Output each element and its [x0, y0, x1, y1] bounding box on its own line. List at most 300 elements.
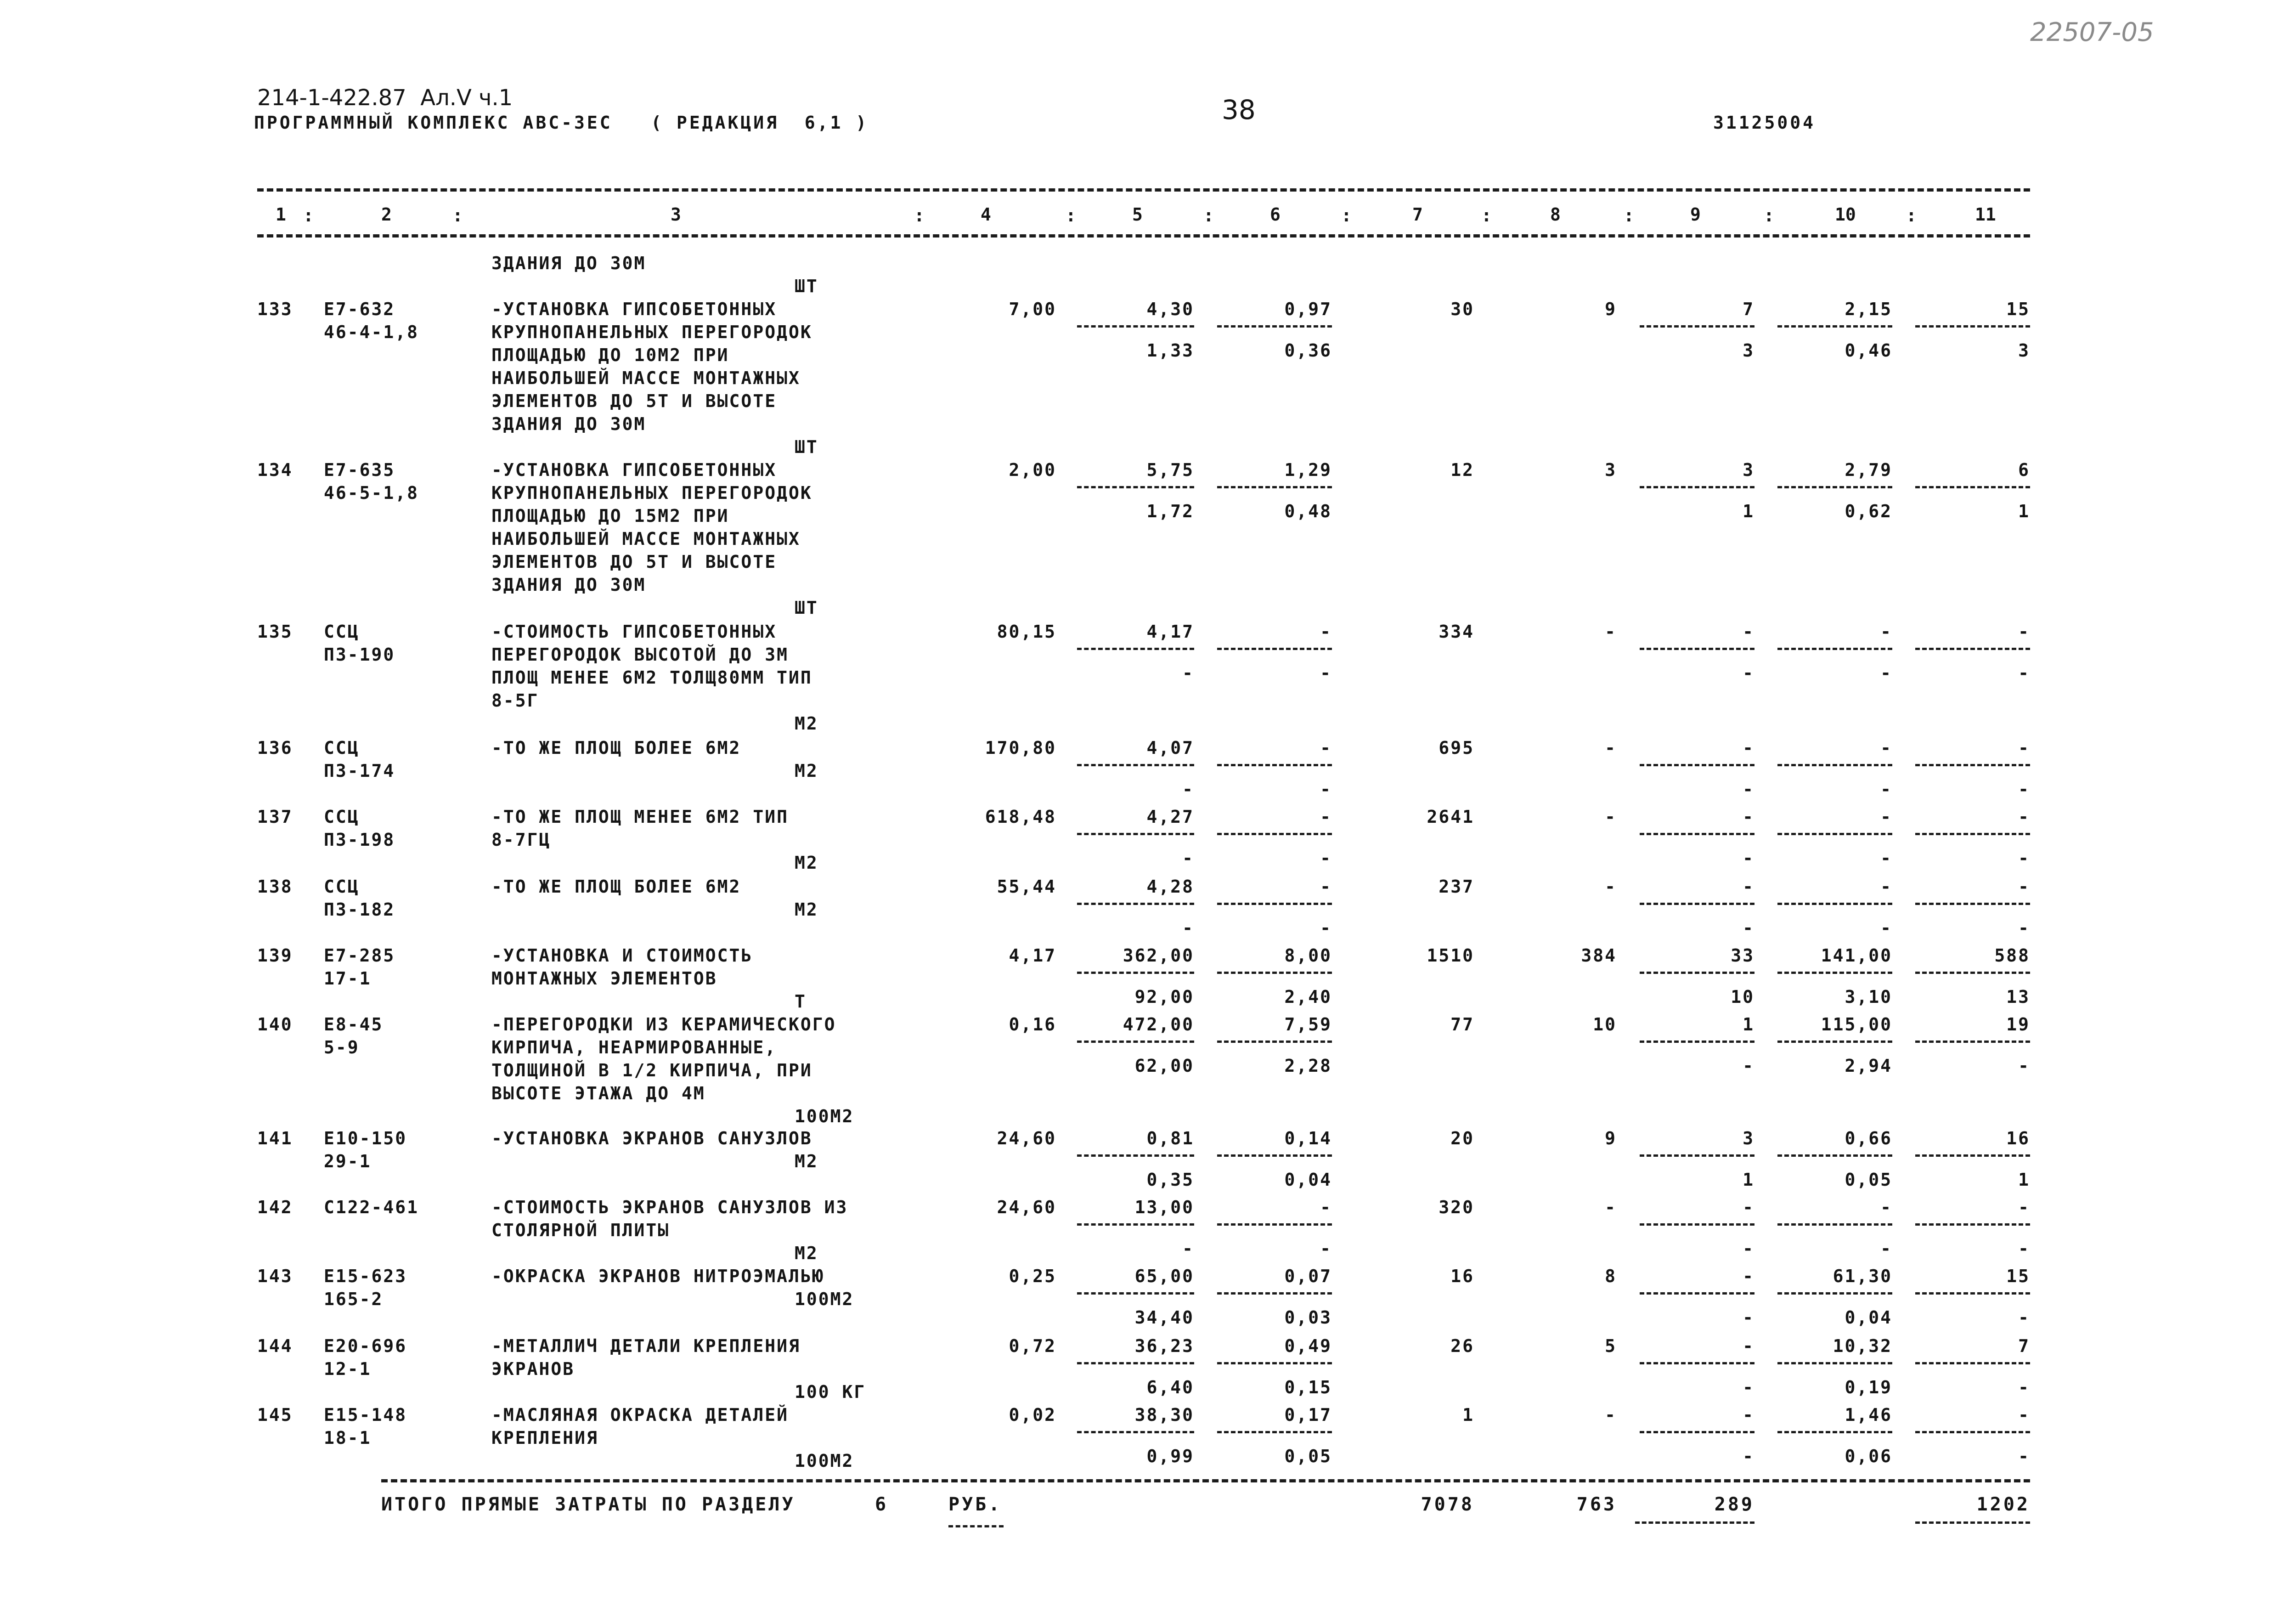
cell-c4: 80,15 — [997, 622, 1056, 642]
cell-c11: 588 — [1994, 945, 2030, 966]
cell-sub-6: - — [1320, 663, 1332, 683]
cell-underline — [1777, 1154, 1892, 1157]
cell-c9: - — [1743, 807, 1754, 827]
row-number: 135 — [257, 622, 293, 642]
cell-c8: 5 — [1605, 1336, 1617, 1356]
cell-sub-10: - — [1880, 1238, 1892, 1259]
cell-c10: 2,79 — [1845, 460, 1892, 480]
total-currency: РУБ. — [948, 1494, 1002, 1515]
column-header-11: 11 — [1975, 204, 1996, 225]
column-separator: : — [1764, 205, 1774, 226]
cell-underline — [1077, 325, 1194, 328]
column-separator: : — [1203, 205, 1214, 226]
cell-c4: 7,00 — [1009, 299, 1056, 319]
cell-c10: 115,00 — [1821, 1014, 1892, 1035]
row-description-line: 8-5Г — [491, 690, 539, 711]
cell-sub-5: 6,40 — [1146, 1377, 1194, 1397]
row-description-line: НАИБОЛЬШЕЙ МАССЕ МОНТАЖНЫХ — [491, 529, 801, 549]
row-unit: 100М2 — [795, 1106, 854, 1126]
row-code-detail: 46-5-1,8 — [324, 483, 419, 503]
row-code: Е20-696 — [324, 1336, 407, 1356]
row-description-line: -ПЕРЕГОРОДКИ ИЗ КЕРАМИЧЕСКОГО — [491, 1014, 836, 1035]
cell-c7: 77 — [1450, 1014, 1474, 1035]
cell-underline — [1217, 1041, 1332, 1043]
column-header-8: 8 — [1550, 204, 1561, 225]
cell-sub-11: - — [2018, 779, 2030, 799]
row-unit: 100М2 — [795, 1289, 854, 1309]
cell-underline — [1217, 972, 1332, 974]
row-description-line: -МЕТАЛЛИЧ ДЕТАЛИ КРЕПЛЕНИЯ — [491, 1336, 801, 1356]
page-number: 38 — [1222, 94, 1256, 125]
cell-underline — [1217, 1431, 1332, 1433]
cell-c9: 7 — [1743, 299, 1754, 319]
cell-c8: - — [1605, 738, 1617, 758]
cell-c5: 362,00 — [1123, 945, 1194, 966]
row-code: Е15-148 — [324, 1405, 407, 1425]
cell-c4: 618,48 — [985, 807, 1056, 827]
row-description-line: ПЛОЩАДЬЮ ДО 10М2 ПРИ — [491, 345, 729, 365]
cell-c6: - — [1320, 738, 1332, 758]
row-code-detail: 17-1 — [324, 968, 372, 989]
cell-underline — [1217, 486, 1332, 488]
cell-sub-9: 3 — [1743, 340, 1754, 361]
cell-c9: 1 — [1743, 1014, 1754, 1035]
cell-underline — [1640, 903, 1754, 905]
cell-c11: - — [2018, 1197, 2030, 1217]
column-header-6: 6 — [1270, 204, 1281, 225]
cell-sub-5: 1,33 — [1146, 340, 1194, 361]
total-col8: 763 — [1576, 1494, 1617, 1515]
cell-sub-11: - — [2018, 1377, 2030, 1397]
cell-c4: 24,60 — [997, 1197, 1056, 1217]
row-code: Е15-623 — [324, 1266, 407, 1286]
cell-sub-11: - — [2018, 1446, 2030, 1466]
row-description-line: -УСТАНОВКА ГИПСОБЕТОННЫХ — [491, 299, 777, 319]
row-unit: М2 — [795, 1151, 818, 1171]
row-code: Е7-635 — [324, 460, 395, 480]
row-description-line: МОНТАЖНЫХ ЭЛЕМЕНТОВ — [491, 968, 717, 989]
cell-c6: 0,49 — [1284, 1336, 1332, 1356]
row-description-line: КРЕПЛЕНИЯ — [491, 1428, 598, 1448]
cell-underline — [1915, 1154, 2030, 1157]
cell-underline — [1217, 325, 1332, 328]
cell-sub-11: - — [2018, 918, 2030, 938]
row-description-line: -ТО ЖЕ ПЛОЩ МЕНЕЕ 6М2 ТИП — [491, 807, 789, 827]
row-number: 145 — [257, 1405, 293, 1425]
row-number: 143 — [257, 1266, 293, 1286]
row-unit: 100 КГ — [795, 1382, 866, 1402]
total-col11-underline — [1915, 1521, 2030, 1524]
cell-sub-9: - — [1743, 1307, 1754, 1328]
cell-sub-10: - — [1880, 918, 1892, 938]
cell-c10: 141,00 — [1821, 945, 1892, 966]
cell-c8: 9 — [1605, 1128, 1617, 1148]
row-code-detail: 12-1 — [324, 1359, 372, 1379]
cell-sub-6: 0,04 — [1284, 1170, 1332, 1190]
row-description-line: КРУПНОПАНЕЛЬНЫХ ПЕРЕГОРОДОК — [491, 483, 812, 503]
row-description-line: НАИБОЛЬШЕЙ МАССЕ МОНТАЖНЫХ — [491, 368, 801, 388]
cell-c10: 0,66 — [1845, 1128, 1892, 1148]
cell-c4: 0,72 — [1009, 1336, 1056, 1356]
cell-sub-11: - — [2018, 1238, 2030, 1259]
cell-sub-5: - — [1182, 779, 1194, 799]
cell-c9: - — [1743, 1405, 1754, 1425]
row-description-line: -СТОИМОСТЬ ЭКРАНОВ САНУЗЛОВ ИЗ — [491, 1197, 848, 1217]
cell-underline — [1915, 1041, 2030, 1043]
cell-c6: 7,59 — [1284, 1014, 1332, 1035]
row-code: Е7-285 — [324, 945, 395, 966]
continuation-unit: ШТ — [795, 276, 818, 296]
row-number: 141 — [257, 1128, 293, 1148]
row-code: ССЦ — [324, 877, 360, 897]
cell-sub-6: - — [1320, 848, 1332, 868]
cell-sub-6: 0,36 — [1284, 340, 1332, 361]
row-description-line: КРУПНОПАНЕЛЬНЫХ ПЕРЕГОРОДОК — [491, 322, 812, 342]
cell-c8: 9 — [1605, 299, 1617, 319]
cell-sub-10: 0,62 — [1845, 501, 1892, 521]
cell-underline — [1077, 1041, 1194, 1043]
cell-sub-10: 3,10 — [1845, 987, 1892, 1007]
cell-sub-6: 2,28 — [1284, 1056, 1332, 1076]
cell-sub-9: 10 — [1731, 987, 1754, 1007]
cell-c6: - — [1320, 1197, 1332, 1217]
cell-c8: - — [1605, 1405, 1617, 1425]
cell-c4: 55,44 — [997, 877, 1056, 897]
cell-c7: 16 — [1450, 1266, 1474, 1286]
cell-sub-6: - — [1320, 1238, 1332, 1259]
cell-c6: - — [1320, 807, 1332, 827]
column-separator: : — [1624, 205, 1634, 226]
row-code-detail: 18-1 — [324, 1428, 372, 1448]
row-unit: М2 — [795, 761, 818, 781]
cell-underline — [1777, 486, 1892, 488]
cell-underline — [1777, 833, 1892, 835]
cell-c6: 8,00 — [1284, 945, 1332, 966]
cell-sub-11: 1 — [2018, 501, 2030, 521]
cell-sub-5: 1,72 — [1146, 501, 1194, 521]
row-unit: М2 — [795, 713, 818, 734]
cell-underline — [1777, 903, 1892, 905]
row-code-detail: П3-190 — [324, 645, 395, 665]
column-separator: : — [1481, 205, 1492, 226]
column-separator: : — [1341, 205, 1352, 226]
cell-sub-9: - — [1743, 848, 1754, 868]
column-header-2: 2 — [381, 204, 392, 225]
cell-sub-9: - — [1743, 1446, 1754, 1466]
cell-underline — [1777, 1431, 1892, 1433]
cell-c4: 0,25 — [1009, 1266, 1056, 1286]
row-number: 139 — [257, 945, 293, 966]
cell-sub-11: - — [2018, 848, 2030, 868]
cell-underline — [1640, 1292, 1754, 1295]
cell-c6: 0,97 — [1284, 299, 1332, 319]
cell-c5: 4,07 — [1146, 738, 1194, 758]
cell-sub-10: 0,46 — [1845, 340, 1892, 361]
cell-underline — [1640, 972, 1754, 974]
cell-sub-11: 13 — [2006, 987, 2030, 1007]
row-description-line: -ТО ЖЕ ПЛОЩ БОЛЕЕ 6М2 — [491, 877, 741, 897]
cell-c10: 61,30 — [1833, 1266, 1892, 1286]
row-unit: М2 — [795, 899, 818, 920]
cell-c8: - — [1605, 807, 1617, 827]
row-description-line: -УСТАНОВКА ЭКРАНОВ САНУЗЛОВ — [491, 1128, 812, 1148]
row-unit: М2 — [795, 1243, 818, 1263]
cell-underline — [1077, 764, 1194, 766]
row-description-line: КИРПИЧА, НЕАРМИРОВАННЫЕ, — [491, 1037, 777, 1057]
cell-c10: - — [1880, 1197, 1892, 1217]
cell-c10: 2,15 — [1845, 299, 1892, 319]
cell-sub-11: - — [2018, 1056, 2030, 1076]
total-col9-underline — [1635, 1521, 1754, 1524]
cell-c11: 16 — [2006, 1128, 2030, 1148]
cell-c11: 6 — [2018, 460, 2030, 480]
cell-underline — [1077, 1431, 1194, 1433]
cell-c11: - — [2018, 622, 2030, 642]
cell-c10: - — [1880, 622, 1892, 642]
cell-sub-6: 0,03 — [1284, 1307, 1332, 1328]
total-label: ИТОГО ПРЯМЫЕ ЗАТРАТЫ ПО РАЗДЕЛУ — [381, 1494, 795, 1515]
cell-c9: 3 — [1743, 460, 1754, 480]
cell-sub-5: - — [1182, 1238, 1194, 1259]
cell-sub-9: - — [1743, 1377, 1754, 1397]
cell-c9: - — [1743, 1266, 1754, 1286]
cell-c9: - — [1743, 1336, 1754, 1356]
row-code: ССЦ — [324, 738, 360, 758]
cell-c10: 10,32 — [1833, 1336, 1892, 1356]
cell-c7: 26 — [1450, 1336, 1474, 1356]
row-description-line: ТОЛЩИНОЙ В 1/2 КИРПИЧА, ПРИ — [491, 1060, 812, 1080]
cell-underline — [1217, 1362, 1332, 1364]
cell-underline — [1217, 648, 1332, 650]
cell-underline — [1077, 903, 1194, 905]
cell-c9: 3 — [1743, 1128, 1754, 1148]
row-code-detail: 5-9 — [324, 1037, 360, 1057]
row-code: Е8-45 — [324, 1014, 384, 1035]
cell-c10: - — [1880, 877, 1892, 897]
cell-c4: 24,60 — [997, 1128, 1056, 1148]
row-number: 138 — [257, 877, 293, 897]
cell-sub-10: - — [1880, 848, 1892, 868]
row-description-line: -УСТАНОВКА И СТОИМОСТЬ — [491, 945, 753, 966]
cell-c9: - — [1743, 738, 1754, 758]
cell-sub-9: 1 — [1743, 501, 1754, 521]
cell-c10: - — [1880, 807, 1892, 827]
cell-c7: 20 — [1450, 1128, 1474, 1148]
row-description-line: ЗДАНИЯ ДО 30М — [491, 414, 646, 434]
cell-underline — [1217, 1154, 1332, 1157]
row-code-detail: 29-1 — [324, 1151, 372, 1171]
row-description-line: -ОКРАСКА ЭКРАНОВ НИТРОЭМАЛЬЮ — [491, 1266, 824, 1286]
column-separator: : — [914, 205, 925, 226]
cell-underline — [1217, 833, 1332, 835]
column-header-9: 9 — [1690, 204, 1701, 225]
row-code-detail: 165-2 — [324, 1289, 384, 1309]
cell-c10: - — [1880, 738, 1892, 758]
cell-c7: 2641 — [1427, 807, 1474, 827]
cell-underline — [1640, 325, 1754, 328]
cell-c5: 472,00 — [1123, 1014, 1194, 1035]
cell-sub-5: 62,00 — [1134, 1056, 1194, 1076]
cell-c5: 4,17 — [1146, 622, 1194, 642]
cell-sub-5: - — [1182, 848, 1194, 868]
cell-c5: 0,81 — [1146, 1128, 1194, 1148]
cell-c8: - — [1605, 622, 1617, 642]
cell-c6: - — [1320, 877, 1332, 897]
cell-sub-11: 1 — [2018, 1170, 2030, 1190]
cell-sub-10: - — [1880, 663, 1892, 683]
cell-c11: - — [2018, 877, 2030, 897]
cell-sub-6: - — [1320, 779, 1332, 799]
cell-c11: - — [2018, 738, 2030, 758]
cell-c6: 1,29 — [1284, 460, 1332, 480]
column-header-4: 4 — [981, 204, 991, 225]
cell-sub-9: - — [1743, 918, 1754, 938]
cell-underline — [1777, 1362, 1892, 1364]
cell-c5: 65,00 — [1134, 1266, 1194, 1286]
cell-sub-10: 0,05 — [1845, 1170, 1892, 1190]
cell-underline — [1777, 764, 1892, 766]
cell-underline — [1640, 1362, 1754, 1364]
cell-underline — [1077, 1362, 1194, 1364]
cell-underline — [1915, 325, 2030, 328]
column-separator: : — [452, 205, 463, 226]
cell-c8: - — [1605, 1197, 1617, 1217]
header-top-rule — [257, 188, 2030, 192]
cell-c5: 5,75 — [1146, 460, 1194, 480]
cell-underline — [1217, 1292, 1332, 1295]
cell-underline — [1777, 1223, 1892, 1226]
cell-underline — [1640, 1431, 1754, 1433]
cell-c9: 33 — [1731, 945, 1754, 966]
cell-sub-10: 0,04 — [1845, 1307, 1892, 1328]
cell-underline — [1640, 764, 1754, 766]
cell-c4: 2,00 — [1009, 460, 1056, 480]
cell-sub-5: - — [1182, 663, 1194, 683]
cell-underline — [1915, 1362, 2030, 1364]
cell-underline — [1077, 648, 1194, 650]
cell-c5: 13,00 — [1134, 1197, 1194, 1217]
cell-c6: - — [1320, 622, 1332, 642]
cell-c9: - — [1743, 877, 1754, 897]
cell-c7: 1510 — [1427, 945, 1474, 966]
cell-sub-5: - — [1182, 918, 1194, 938]
cell-c8: 8 — [1605, 1266, 1617, 1286]
total-top-rule — [381, 1479, 2030, 1482]
cell-underline — [1077, 1154, 1194, 1157]
row-description-line: ЭЛЕМЕНТОВ ДО 5Т И ВЫСОТЕ — [491, 391, 777, 411]
row-number: 137 — [257, 807, 293, 827]
row-unit: ШТ — [795, 437, 818, 457]
row-description-line: ЭЛЕМЕНТОВ ДО 5Т И ВЫСОТЕ — [491, 552, 777, 572]
cell-c9: - — [1743, 1197, 1754, 1217]
row-number: 144 — [257, 1336, 293, 1356]
row-code-detail: П3-198 — [324, 830, 395, 850]
cell-sub-10: 0,06 — [1845, 1446, 1892, 1466]
cell-sub-9: - — [1743, 779, 1754, 799]
cell-c11: 15 — [2006, 299, 2030, 319]
cell-underline — [1915, 833, 2030, 835]
column-header-1: 1 — [276, 204, 286, 225]
row-code-detail: П3-174 — [324, 761, 395, 781]
cell-sub-11: - — [2018, 663, 2030, 683]
cell-c10: 1,46 — [1845, 1405, 1892, 1425]
total-col7: 7078 — [1421, 1494, 1474, 1515]
cell-c9: - — [1743, 622, 1754, 642]
row-description-line: СТОЛЯРНОЙ ПЛИТЫ — [491, 1220, 670, 1240]
cell-underline — [1077, 1223, 1194, 1226]
column-header-7: 7 — [1412, 204, 1423, 225]
cell-sub-6: 0,48 — [1284, 501, 1332, 521]
cell-underline — [1915, 1223, 2030, 1226]
row-description-line: -СТОИМОСТЬ ГИПСОБЕТОННЫХ — [491, 622, 777, 642]
cell-underline — [1640, 833, 1754, 835]
cell-sub-5: 92,00 — [1134, 987, 1194, 1007]
cell-sub-11: 3 — [2018, 340, 2030, 361]
cell-underline — [1777, 1292, 1892, 1295]
cell-c11: - — [2018, 807, 2030, 827]
row-code-detail: 46-4-1,8 — [324, 322, 419, 342]
total-currency-underline — [948, 1525, 1004, 1527]
cell-sub-10: - — [1880, 779, 1892, 799]
row-code: ССЦ — [324, 807, 360, 827]
cell-underline — [1915, 764, 2030, 766]
cell-c4: 0,02 — [1009, 1405, 1056, 1425]
cell-underline — [1915, 1431, 2030, 1433]
cell-c4: 4,17 — [1009, 945, 1056, 966]
total-col11: 1202 — [1976, 1494, 2030, 1515]
row-code: ССЦ — [324, 622, 360, 642]
cell-c8: 10 — [1593, 1014, 1617, 1035]
cell-c7: 334 — [1439, 622, 1474, 642]
cell-underline — [1077, 833, 1194, 835]
cell-underline — [1640, 1154, 1754, 1157]
column-header-10: 10 — [1835, 204, 1856, 225]
cell-sub-6: 0,15 — [1284, 1377, 1332, 1397]
cell-underline — [1777, 648, 1892, 650]
cell-c5: 4,28 — [1146, 877, 1194, 897]
cell-underline — [1077, 972, 1194, 974]
cell-c6: 0,07 — [1284, 1266, 1332, 1286]
cell-c7: 1 — [1462, 1405, 1474, 1425]
cell-underline — [1915, 1292, 2030, 1295]
cell-sub-5: 0,99 — [1146, 1446, 1194, 1466]
cell-sub-5: 0,35 — [1146, 1170, 1194, 1190]
cell-underline — [1640, 486, 1754, 488]
document-id: 31125004 — [1713, 113, 1816, 133]
cell-c5: 4,27 — [1146, 807, 1194, 827]
cell-underline — [1915, 972, 2030, 974]
row-code-detail: П3-182 — [324, 899, 395, 920]
row-number: 134 — [257, 460, 293, 480]
cell-underline — [1640, 648, 1754, 650]
row-description-line: ЭКРАНОВ — [491, 1359, 575, 1379]
cell-sub-6: 0,05 — [1284, 1446, 1332, 1466]
cell-underline — [1640, 1223, 1754, 1226]
program-title: ПРОГРАММНЫЙ КОМПЛЕКС АВС-3ЕС ( РЕДАКЦИЯ 6,1 ) — [254, 113, 869, 133]
cell-c8: 3 — [1605, 460, 1617, 480]
column-separator: : — [303, 205, 314, 226]
cell-underline — [1640, 1041, 1754, 1043]
cell-sub-9: - — [1743, 1056, 1754, 1076]
row-description-line: ПЛОЩАДЬЮ ДО 15М2 ПРИ — [491, 506, 729, 526]
column-header-5: 5 — [1132, 204, 1143, 225]
column-separator: : — [1906, 205, 1917, 226]
row-code: С122-461 — [324, 1197, 419, 1217]
archive-number: 22507-05 — [2030, 17, 2154, 47]
cell-underline — [1217, 764, 1332, 766]
cell-underline — [1217, 903, 1332, 905]
cell-c8: 384 — [1581, 945, 1617, 966]
